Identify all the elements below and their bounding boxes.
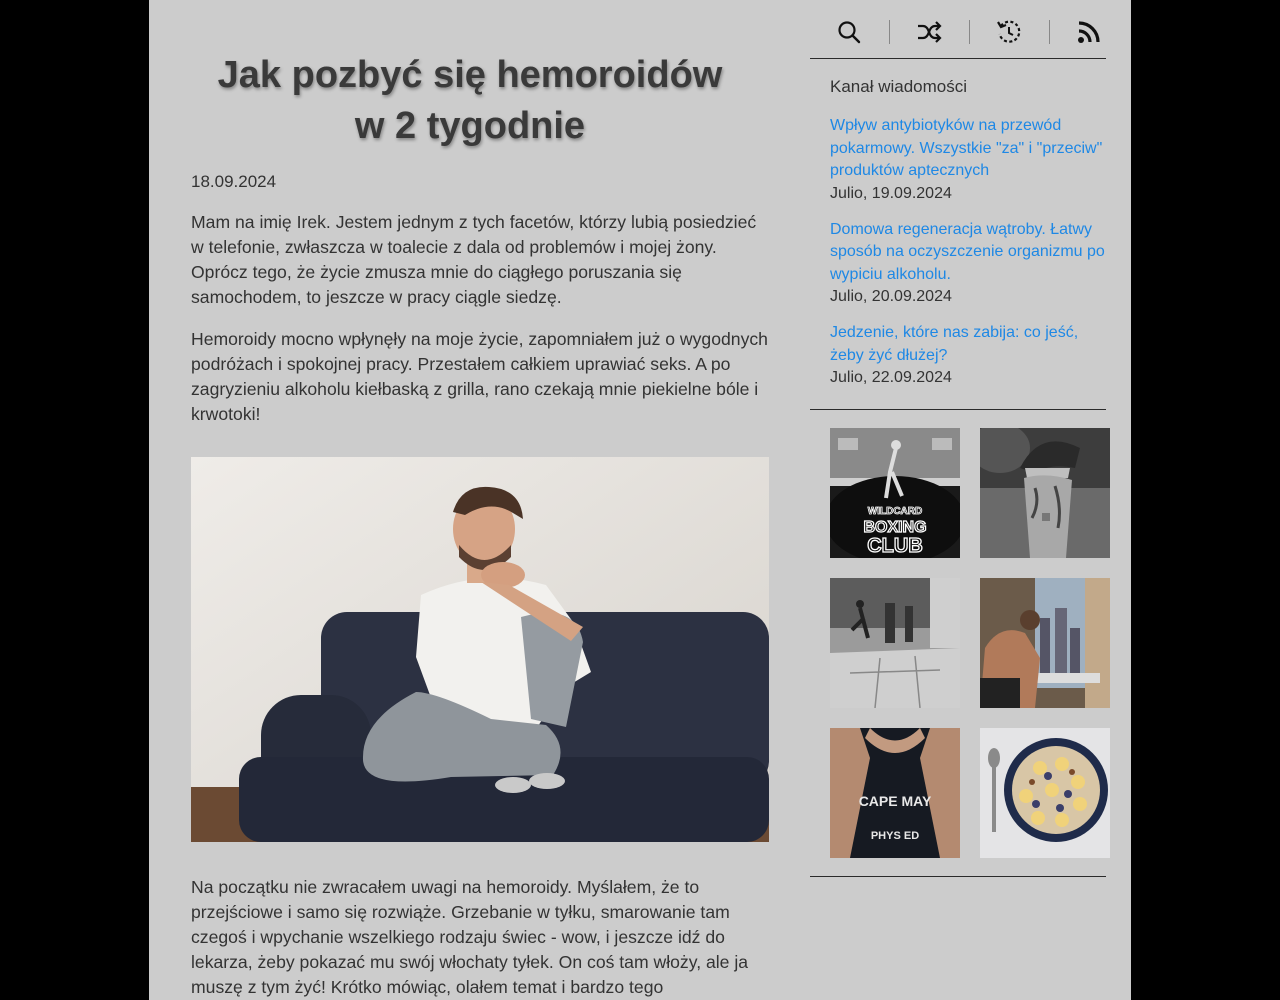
page [149, 0, 1131, 1000]
news-link[interactable]: Domowa regeneracja wątroby. Łatwy sposób na oczyszczenie organizmu po wypiciu alkoholu. [830, 220, 1105, 283]
article-paragraph: Hemoroidy mocno wpłynęły na moje życie, zapomniałem już o wygodnych podróżach i spokojnej pracy. Przestałem całkiem uprawiać seks. A po zagryzieniu alkoholu kiełbaską z grilla, rano czekają mnie piekielne bóle i krwotoki! [191, 329, 768, 424]
news-meta: Julio, 20.09.2024 [830, 288, 952, 305]
news-item [830, 219, 1106, 309]
divider [810, 409, 1106, 410]
thumbnail-oatmeal-bowl[interactable] [980, 728, 1110, 858]
article-title-line1: Jak pozbyć się hemoroidów [217, 54, 723, 96]
thumbnail-tank-top[interactable] [830, 728, 960, 858]
news-item [830, 322, 1106, 389]
news-link[interactable]: Jedzenie, które nas zabija: co jeść, żeby żyć dłużej? [830, 324, 1079, 364]
article [191, 0, 769, 1000]
news-item [830, 115, 1106, 205]
news-list [830, 115, 1106, 403]
divider [810, 876, 1106, 877]
news-heading: Kanał wiadomości [830, 77, 968, 96]
toolbar-separator [969, 20, 970, 44]
news-link[interactable]: Wpływ antybiotyków na przewód pokarmowy. Wszystkie "za" i "przeciw" produktów aptecznych [830, 117, 1103, 179]
rss-icon[interactable] [1071, 16, 1107, 48]
toolbar-separator [1049, 20, 1050, 44]
news-meta: Julio, 19.09.2024 [830, 184, 952, 202]
article-paragraph: Na początku nie zwracałem uwagi na hemoroidy. Myślałem, że to przejściowe i samo się rozwiąże. Grzebanie w tyłku, smarowanie tam czegoś i wpychanie wszelkiego rodzaju świec - wow, i jeszcze idź do lekarza, żeby pokazać mu swój włochaty tyłek. On coś tam włoży, ale ja muszę z tym żyć! Krótko mówiąc, olałem temat i bardzo tego [191, 877, 749, 997]
toolbar-separator [889, 20, 890, 44]
thumbnail-tattoo-torso[interactable] [980, 428, 1110, 558]
thumb-text: WILDCARD [867, 506, 923, 517]
article-title [191, 50, 769, 152]
thumb-text: BOXING [863, 519, 927, 536]
thumb-text: CLUB [867, 535, 923, 557]
thumb-text: PHYS ED [870, 830, 920, 842]
thumbnail-gym[interactable] [830, 578, 960, 708]
article-paragraph: Mam na imię Irek. Jestem jednym z tych facetów, którzy lubią posiedzieć w telefonie, zwłaszcza w toalecie z dala od problemów i mojej żony. Oprócz tego, że życie zmusza mnie do ciągłego poruszania się samochodem, to jeszcze w pracy ciągle siedzę. [191, 212, 757, 307]
thumb-text: CAPE MAY [858, 793, 932, 809]
article-title-line2: w 2 tygodnie [354, 105, 586, 147]
article-date: 18.09.2024 [191, 172, 277, 191]
hero-image [191, 457, 769, 842]
thumbnail-boxing-club[interactable] [830, 428, 960, 558]
history-icon[interactable] [991, 16, 1027, 48]
thumbnail-window[interactable] [980, 578, 1110, 708]
toolbar [810, 13, 1106, 51]
divider [810, 58, 1106, 59]
search-icon[interactable] [831, 16, 867, 48]
shuffle-icon[interactable] [911, 16, 947, 48]
news-meta: Julio, 22.09.2024 [830, 369, 952, 386]
